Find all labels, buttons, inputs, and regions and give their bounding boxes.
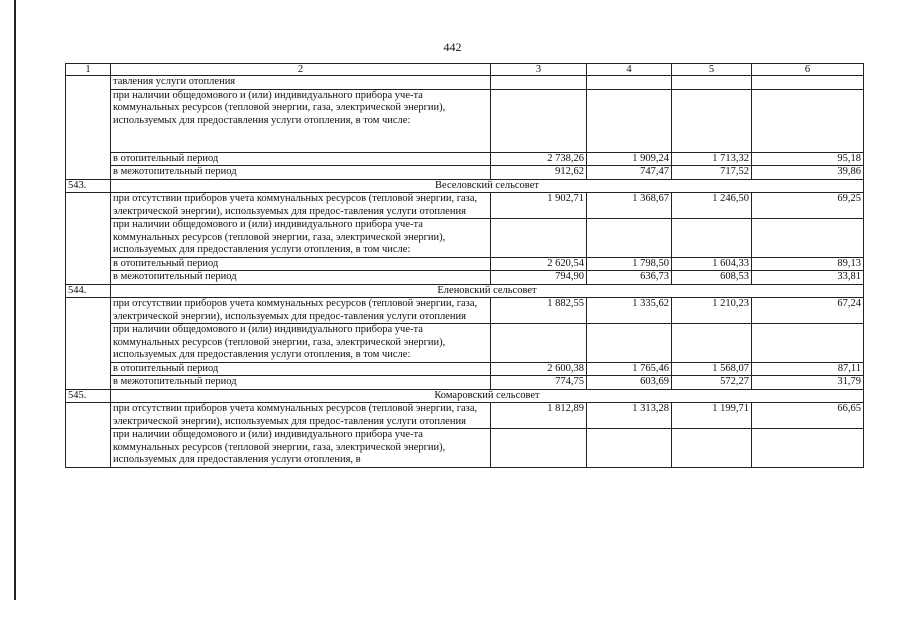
value-col-5: 1 713,32: [672, 152, 752, 166]
value-col-4: 603,69: [587, 376, 672, 390]
description-cell: при наличии общедомового и (или) индивидуального прибора уче-та коммунальных ресурсов (тепловой энергии, газа, электрической энергии), используемых для предоставления услуги отопления, в: [111, 429, 491, 468]
value-col-4: 636,73: [587, 271, 672, 285]
index-cell: [66, 403, 111, 468]
tariff-table: [65, 63, 864, 468]
table-row: [66, 76, 864, 90]
description-cell: при наличии общедомового и (или) индивидуального прибора уче-та коммунальных ресурсов (тепловой энергии, газа, электрической энергии), используемых для предоставления услуги отопления, в том числе:: [111, 89, 491, 152]
value-col-6: 95,18: [752, 152, 864, 166]
value-col-5: 717,52: [672, 166, 752, 180]
value-col-6: 89,13: [752, 257, 864, 271]
value-col-4: 747,47: [587, 166, 672, 180]
table-header-row: [66, 64, 864, 76]
description-cell: в межотопительный период: [111, 166, 491, 180]
header-col-6: 6: [752, 64, 864, 76]
description-cell: при отсутствии приборов учета коммунальных ресурсов (тепловой энергии, газа, электрической энергии), используемых для предос-тавления услуги отопления: [111, 403, 491, 429]
table-row: [66, 271, 864, 285]
section-title: Веселовский сельсовет: [111, 179, 864, 193]
index-cell: [66, 76, 111, 180]
description-cell: в отопительный период: [111, 362, 491, 376]
section-index: 544.: [66, 284, 111, 298]
value-col-3: 774,75: [491, 376, 587, 390]
value-col-3: 2 600,38: [491, 362, 587, 376]
value-col-6: 33,81: [752, 271, 864, 285]
header-col-5: 5: [672, 64, 752, 76]
table-row: [66, 403, 864, 429]
value-col-6: 31,79: [752, 376, 864, 390]
description-cell: при наличии общедомового и (или) индивидуального прибора уче-та коммунальных ресурсов (тепловой энергии, газа, электрической энергии), используемых для предоставления услуги отопления, в том числе:: [111, 219, 491, 258]
header-col-1: 1: [66, 64, 111, 76]
table-row: [66, 166, 864, 180]
section-index: 543.: [66, 179, 111, 193]
value-col-4: 1 313,28: [587, 403, 672, 429]
value-col-3: 1 902,71: [491, 193, 587, 219]
section-title-row: [66, 284, 864, 298]
table-row: [66, 219, 864, 258]
value-col-5: 1 604,33: [672, 257, 752, 271]
value-col-4: 1 909,24: [587, 152, 672, 166]
value-col-3: 794,90: [491, 271, 587, 285]
value-col-6: 87,11: [752, 362, 864, 376]
value-col-5: 1 246,50: [672, 193, 752, 219]
value-col-4: 1 798,50: [587, 257, 672, 271]
description-cell: в межотопительный период: [111, 376, 491, 390]
value-col-3: 1 812,89: [491, 403, 587, 429]
section-title-row: [66, 389, 864, 403]
header-col-2: 2: [111, 64, 491, 76]
value-col-6: 39,86: [752, 166, 864, 180]
value-col-3: 1 882,55: [491, 298, 587, 324]
value-col-4: 1 765,46: [587, 362, 672, 376]
section-title-row: [66, 179, 864, 193]
value-col-3: 912,62: [491, 166, 587, 180]
index-cell: [66, 193, 111, 285]
value-col-5: 1 199,71: [672, 403, 752, 429]
section-index: 545.: [66, 389, 111, 403]
description-cell: при отсутствии приборов учета коммунальных ресурсов (тепловой энергии, газа, электрической энергии), используемых для предос-тавления услуги отопления: [111, 298, 491, 324]
value-col-5: 608,53: [672, 271, 752, 285]
value-col-6: 66,65: [752, 403, 864, 429]
description-cell: при отсутствии приборов учета коммунальных ресурсов (тепловой энергии, газа, электрической энергии), используемых для предос-тавления услуги отопления: [111, 193, 491, 219]
value-col-6: 69,25: [752, 193, 864, 219]
value-col-5: 1 210,23: [672, 298, 752, 324]
value-col-5: 572,27: [672, 376, 752, 390]
description-cell: в отопительный период: [111, 152, 491, 166]
table-row: [66, 89, 864, 152]
value-col-6: 67,24: [752, 298, 864, 324]
table-row: [66, 362, 864, 376]
table-row: [66, 257, 864, 271]
index-cell: [66, 298, 111, 390]
table-row: [66, 376, 864, 390]
table-row: [66, 152, 864, 166]
table-row: [66, 324, 864, 363]
description-cell: в отопительный период: [111, 257, 491, 271]
table-row: [66, 429, 864, 468]
table-row: [66, 193, 864, 219]
description-cell: при наличии общедомового и (или) индивидуального прибора уче-та коммунальных ресурсов (тепловой энергии, газа, электрической энергии), используемых для предоставления услуги отопления, в том числе:: [111, 324, 491, 363]
value-col-3: 2 738,26: [491, 152, 587, 166]
description-cell: тавления услуги отопления: [111, 76, 491, 90]
value-col-4: 1 368,67: [587, 193, 672, 219]
section-title: Комаровский сельсовет: [111, 389, 864, 403]
header-col-4: 4: [587, 64, 672, 76]
table-row: [66, 298, 864, 324]
description-cell: в межотопительный период: [111, 271, 491, 285]
header-col-3: 3: [491, 64, 587, 76]
value-col-4: 1 335,62: [587, 298, 672, 324]
page-number: 442: [443, 40, 462, 54]
value-col-5: 1 568,07: [672, 362, 752, 376]
scan-edge-line: [14, 0, 16, 600]
section-title: Еленовский сельсовет: [111, 284, 864, 298]
value-col-3: 2 620,54: [491, 257, 587, 271]
